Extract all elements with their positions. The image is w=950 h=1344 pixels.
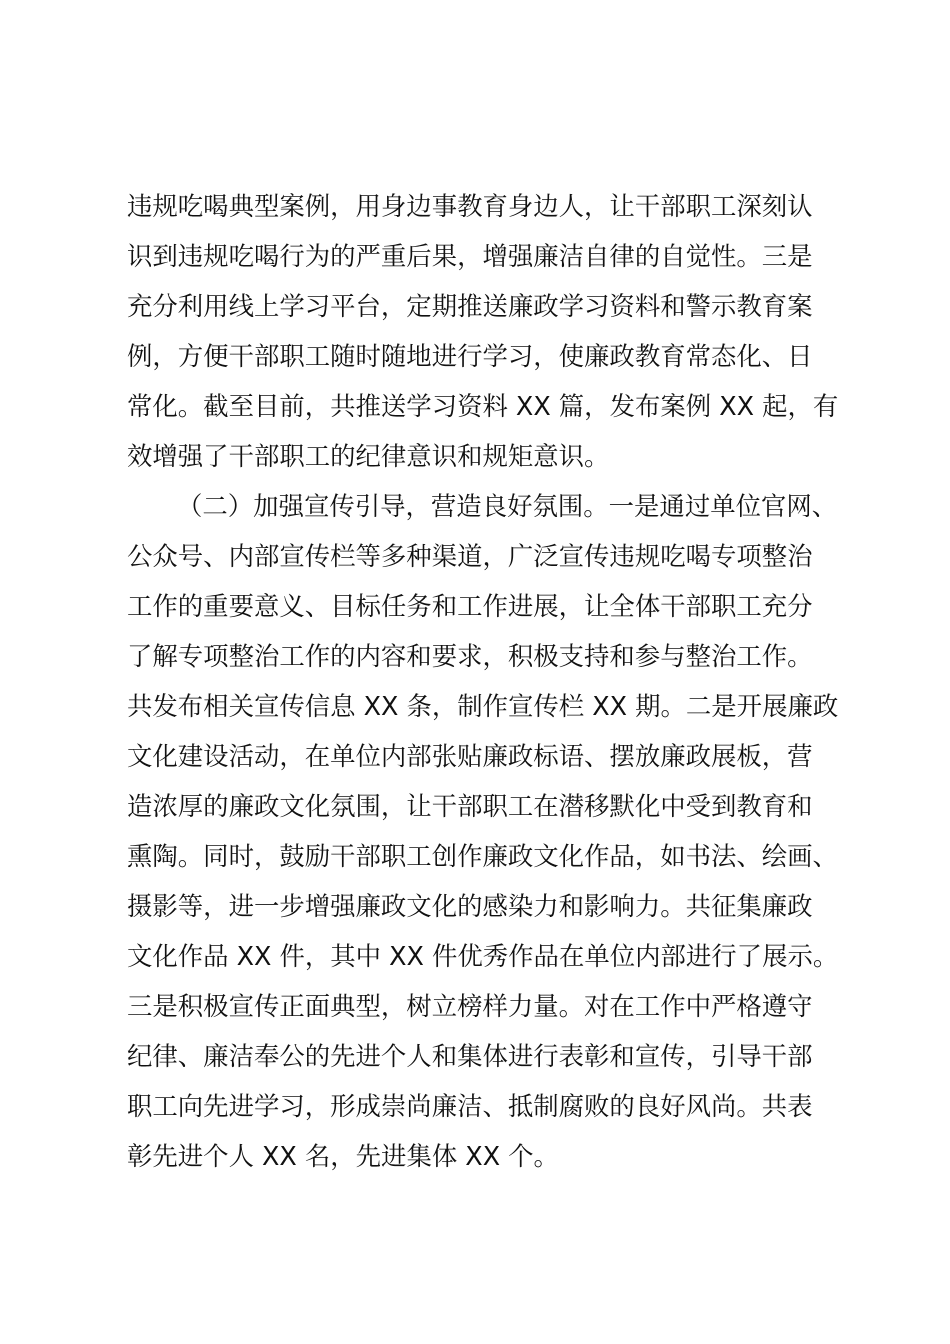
text-line: 熏陶。同时，鼓励干部职工创作廉政文化作品，如书法、绘画、 xyxy=(127,841,838,871)
text-line: 纪律、廉洁奉公的先进个人和集体进行表彰和宣传，引导干部 xyxy=(127,1041,813,1071)
text-line: 共发布相关宣传信息 XX 条，制作宣传栏 XX 期。二是开展廉政 xyxy=(127,691,839,721)
text-line: 充分利用线上学习平台，定期推送廉政学习资料和警示教育案 xyxy=(127,291,813,321)
text-line: 摄影等，进一步增强廉政文化的感染力和影响力。共征集廉政 xyxy=(127,891,813,921)
text-line: 公众号、内部宣传栏等多种渠道，广泛宣传违规吃喝专项整治 xyxy=(127,541,813,571)
text-line: 三是积极宣传正面典型，树立榜样力量。对在工作中严格遵守 xyxy=(127,991,813,1021)
text-line: 彰先进个人 XX 名，先进集体 XX 个。 xyxy=(127,1141,559,1171)
text-line: 文化作品 XX 件，其中 XX 件优秀作品在单位内部进行了展示。 xyxy=(127,941,839,971)
section-heading-line: （二）加强宣传引导，营造良好氛围。一是通过单位官网、 xyxy=(177,491,838,521)
text-line: 造浓厚的廉政文化氛围，让干部职工在潜移默化中受到教育和 xyxy=(127,791,813,821)
text-line: 效增强了干部职工的纪律意识和规矩意识。 xyxy=(127,441,610,471)
text-line: 文化建设活动，在单位内部张贴廉政标语、摆放廉政展板，营 xyxy=(127,741,813,771)
text-line: 工作的重要意义、目标任务和工作进展，让全体干部职工充分 xyxy=(127,591,813,621)
document-body xyxy=(127,181,847,1181)
text-line: 职工向先进学习，形成崇尚廉洁、抵制腐败的良好风尚。共表 xyxy=(127,1091,813,1121)
text-line: 了解专项整治工作的内容和要求，积极支持和参与整治工作。 xyxy=(127,641,813,671)
text-line: 识到违规吃喝行为的严重后果，增强廉洁自律的自觉性。三是 xyxy=(127,241,813,271)
text-line: 例，方便干部职工随时随地进行学习，使廉政教育常态化、日 xyxy=(127,341,813,371)
text-line: 常化。截至目前，共推送学习资料 XX 篇，发布案例 XX 起，有 xyxy=(127,391,839,421)
text-line: 违规吃喝典型案例，用身边事教育身边人，让干部职工深刻认 xyxy=(127,191,813,221)
